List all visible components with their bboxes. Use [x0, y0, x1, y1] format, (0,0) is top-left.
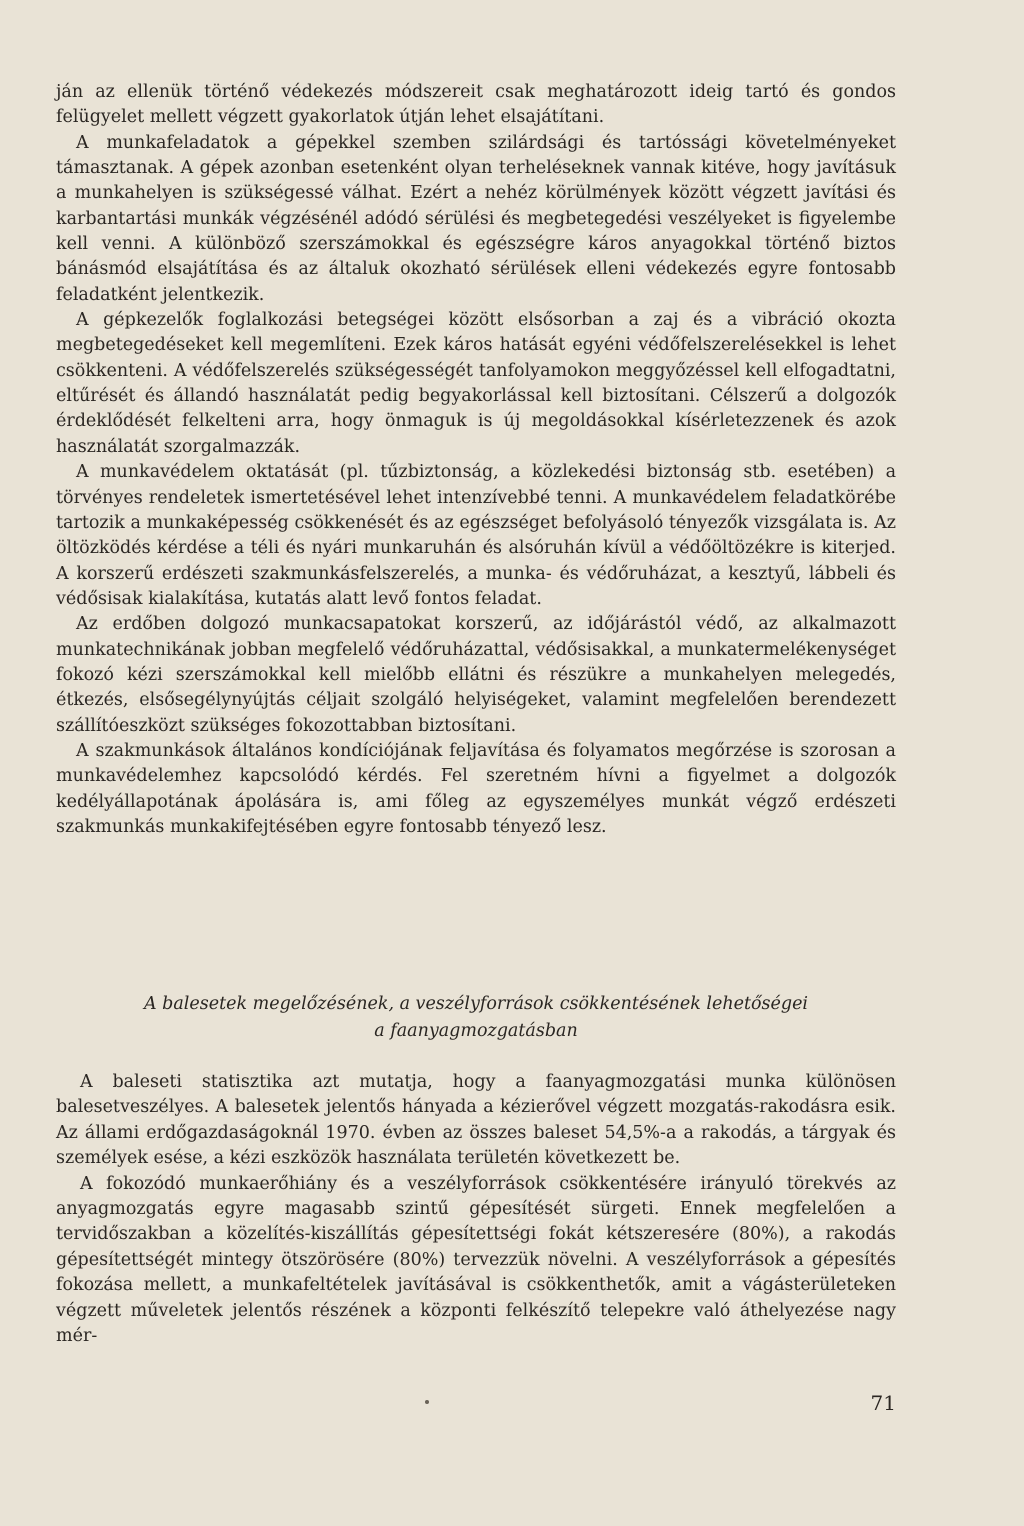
paragraph-3: A gépkezelők foglalkozási betegségei között elsősorban a zaj és a vibráció okozta megbetegedéseket kell megemlíteni. Ezek káros hatását egyéni védőfelszerelésekkel is lehet csökkenteni. A védőfelszerelés szükségességét tanfolyamokon meggyőzéssel kell elfogadtatni, eltűrését és állandó használatát pedig begyakorlással kell biztosítani. Célszerű a dolgozók érdeklődését felkelteni arra, hogy önmaguk is új megoldásokkal kísérletezzenek és azok használatát szorgalmazzák.	[56, 310, 896, 457]
paragraph-1: ján az ellenük történő védekezés módszereit csak meghatározott ideig tartó és gondos felügyelet mellett végzett gyakorlatok útján lehet elsajátítani.	[56, 82, 896, 128]
page-number: 71	[870, 1391, 896, 1415]
print-speck	[425, 1400, 429, 1404]
paragraph-5: Az erdőben dolgozó munkacsapatokat korszerű, az időjárástól védő, az alkalmazott munkatechnikának jobban megfelelő védőruházattal, védősisakkal, a munkatermelékenységet fokozó kézi szerszámokkal kell mielőbb ellátni és részükre a munkahelyen melegedés, étkezés, elsősegélynyújtás céljait szolgáló helyiségeket, valamint megfelelően berendezett szállítóeszközt szükséges fokozottabban biztosítani.	[56, 614, 896, 736]
section-heading-line-2: a faanyagmozgatásban	[374, 1021, 578, 1041]
paragraph-4: A munkavédelem oktatását (pl. tűzbiztonság, a közlekedési biztonság stb. esetében) a törvényes rendeletek ismertetésével lehet intenzívebbé tenni. A munkavédelem feladatkörébe tartozik a munkaképesség csökkenését és az egészséget befolyásoló tényezők vizsgálata is. Az öltözködés kérdése a téli és nyári munkaruhán és alsóruhán kívül a védőöltözékre is kiterjed. A korszerű erdészeti szakmunkásfelszerelés, a munka- és védőruházat, a kesztyű, lábbeli és védősisak kialakítása, kutatás alatt levő fontos feladat.	[56, 462, 896, 609]
body-text	[56, 80, 896, 840]
paragraph-2: A munkafeladatok a gépekkel szemben szilárdsági és tartóssági követelményeket támasztanak. A gépek azonban esetenként olyan terheléseknek vannak kitéve, hogy javításuk a munkahelyen is szükségessé válhat. Ezért a nehéz körülmények között végzett javítási és karbantartási munkák végzésénél adódó sérülési és megbetegedési veszélyeket is figyelembe kell venni. A különböző szerszámokkal és egészségre káros anyagokkal történő biztos bánásmód elsajátítása és az általuk okozható sérülések elleni védekezés egyre fontosabb feladatként jelentkezik.	[56, 132, 896, 305]
section-paragraph-2: A fokozódó munkaerőhiány és a veszélyforrások csökkentésére irányuló törekvés az anyagmozgatás egyre magasabb szintű gépesítését sürgeti. Ennek megfelelően a tervidőszakban a közelítés-kiszállítás gépesítettségi fokát kétszeresére (80%), a rakodás gépesítettségét mintegy ötszörösére (80%) tervezzük növelni. A veszélyforrások a gépesítés fokozása mellett, a munkafeltételek javításával is csökkenthetők, amit a vágásterületeken végzett műveletek jelentős részének a központi felkészítő telepekre való áthelyezése nagy mér-	[56, 1173, 896, 1347]
paragraph-6: A szakmunkások általános kondíciójának feljavítása és folyamatos megőrzése is szorosan a munkavédelemhez kapcsolódó kérdés. Fel szeretném hívni a figyelmet a dolgozók kedélyállapotának ápolására is, ami főleg az egyszemélyes munkát végző erdészeti szakmunkás munkakifejtésében egyre fontosabb tényező lesz.	[56, 740, 896, 837]
section-body-text	[56, 1070, 896, 1349]
section-paragraph-1: A baleseti statisztika azt mutatja, hogy a faanyagmozgatási munka különösen balesetveszélyes. A balesetek jelentős hányada a kézierővel végzett mozgatás-rakodásra esik. Az állami erdőgazdaságoknál 1970. évben az összes baleset 54,5%-a a rakodás, a tárgyak és személyek esése, a kézi eszközök használata területén következett be.	[56, 1072, 896, 1169]
section-heading-line-1: A balesetek megelőzésének, a veszélyforrások csökkentésének lehetőségei	[143, 994, 809, 1014]
section-heading	[56, 991, 896, 1045]
